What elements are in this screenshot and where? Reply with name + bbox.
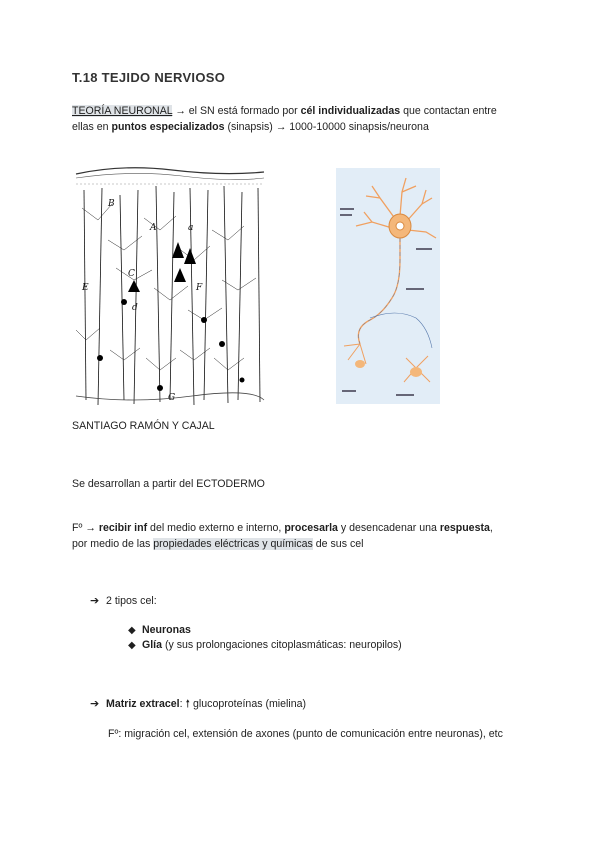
svg-text:B: B xyxy=(108,199,115,209)
function-text: y desencadenar una xyxy=(337,522,440,534)
arrow-bullet-icon: ➔ xyxy=(90,595,100,607)
matrix-text: : xyxy=(179,698,183,710)
svg-text:G: G xyxy=(168,393,176,403)
neuron-diagram xyxy=(336,168,440,404)
function-line-1 xyxy=(72,520,493,536)
function-text: por medio de las xyxy=(72,538,154,550)
matrix-function-line: Fº: migración cel, extensión de axones (punto de comunicación entre neuronas), etc xyxy=(108,728,503,740)
function-bold-2: procesarla xyxy=(284,522,338,534)
svg-text:E: E xyxy=(82,283,89,293)
function-text: , xyxy=(489,522,493,534)
svg-text:A: A xyxy=(150,223,157,233)
theory-bold-2: puntos especializados xyxy=(111,121,225,133)
highlighted-properties: propiedades eléctricas y químicas xyxy=(153,538,313,550)
neuron-theory-line-2 xyxy=(72,119,429,135)
page-title: T.18 TEJIDO NERVIOSO xyxy=(72,70,226,85)
svg-text:d: d xyxy=(132,303,138,313)
up-arrow-icon: 🠕 xyxy=(185,698,191,710)
svg-text:F: F xyxy=(196,283,203,293)
svg-text:a: a xyxy=(188,223,194,233)
function-bold-3: respuesta xyxy=(439,522,490,534)
theory-text: (sinapsis) → 1000-10000 sinapsis/neurona xyxy=(224,121,429,133)
function-line-2 xyxy=(72,536,364,552)
list-item xyxy=(128,637,402,654)
origin-line: Se desarrollan a partir del ECTODERMO xyxy=(72,478,265,490)
diamond-bullet-icon: ◆ xyxy=(128,625,136,636)
cell-types-label: 2 tipos cel: xyxy=(106,595,157,607)
matrix-text: glucoproteínas (mielina) xyxy=(190,698,307,710)
neuron-theory-line-1 xyxy=(72,103,497,119)
function-text: Fº → xyxy=(72,522,99,534)
matrix-item xyxy=(90,696,306,712)
figure-caption: SANTIAGO RAMÓN Y CAJAL xyxy=(72,420,215,432)
list-item-bold: Neuronas xyxy=(142,624,191,636)
function-text: de sus cel xyxy=(312,538,364,550)
function-bold-1: recibir inf xyxy=(98,522,148,534)
function-text: del medio externo e interno, xyxy=(147,522,285,534)
cajal-cortex-drawing xyxy=(72,160,268,412)
list-item-text: (y sus prolongaciones citoplasmáticas: neuropilos) xyxy=(162,639,402,651)
list-item-bold: Glía xyxy=(142,639,163,651)
cell-types-item xyxy=(90,593,157,609)
diamond-bullet-icon: ◆ xyxy=(128,640,136,651)
theory-text: → el SN está formado por xyxy=(172,105,301,117)
theory-text: que contactan entre xyxy=(400,105,497,117)
theory-text: ellas en xyxy=(72,121,112,133)
svg-text:C: C xyxy=(128,269,135,279)
arrow-bullet-icon: ➔ xyxy=(90,698,100,710)
theory-bold-1: cél individualizadas xyxy=(300,105,401,117)
matrix-bold: Matriz extracel xyxy=(106,698,180,710)
theory-term: TEORÍA NEURONAL xyxy=(72,105,173,117)
